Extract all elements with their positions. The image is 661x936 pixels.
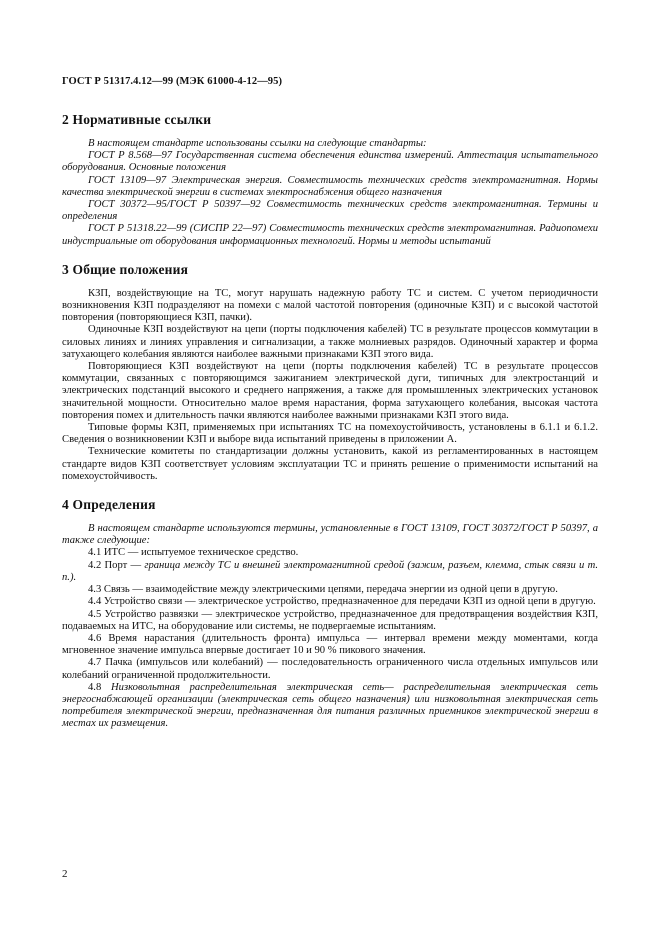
- paragraph: Типовые формы КЗП, применяемых при испытаниях ТС на помехоустойчивость, установлены в 6.1.1 и 6.1.2. Сведения о возникновении КЗП и выборе вида испытаний приведены в приложении А.: [62, 422, 598, 446]
- reference-item: ГОСТ Р 51318.22—99 (СИСПР 22—97) Совместимость технических средств электромагнитная. Радиопомехи индустриальные от оборудования информационных технологий. Нормы и методы испытаний: [62, 223, 598, 247]
- definition-number: 4.8: [88, 681, 112, 693]
- paragraph: КЗП, воздействующие на ТС, могут нарушать надежную работу ТС и систем. С учетом периодичности возникновения КЗП подразделяют на помехи с малой частотой повторения (одиночные КЗП) и с высокой частотой повторения (повторяющиеся КЗП, пачки).: [62, 287, 598, 324]
- definition-item: 4.6 Время нарастания (длительность фронта) импульса — интервал времени между моментами, когда мгновенное значение импульса впервые достигает 10 и 90 % пикового значения.: [62, 632, 598, 657]
- definition-item: 4.1 ИТС — испытуемое техническое средство.: [88, 547, 299, 559]
- references-intro: В настоящем стандарте использованы ссылки на следующие стандарты:: [88, 138, 427, 149]
- definition-text: граница между ТС и внешней электромагнитной средой (зажим, разъем, клемма, стык связи и т. п.).: [62, 559, 599, 583]
- section-definitions: [62, 497, 598, 730]
- paragraph: Повторяющиеся КЗП воздействуют на цепи (порты подключения кабелей) ТС в результате процессов коммутации, связанных с повторяющимся зажиганием электрической дуги, типичных для электростанций и электрических подстанций высокого и среднего напряжения, а также для промышленных электрических установок значительной мощности. Относительно малое время нарастания, форма затухающего колебания, высокая частота повторения помех и длительность пачки являются наиболее важными признаками КЗП этого вида.: [62, 361, 598, 421]
- section-normative-references: [62, 112, 598, 248]
- definition-item: [62, 682, 598, 731]
- definition-term: 4.2 Порт —: [88, 559, 145, 571]
- page-body: [62, 106, 598, 745]
- reference-item: ГОСТ 30372—95/ГОСТ Р 50397—92 Совместимость технических средств электромагнитная. Термины и определения: [62, 199, 598, 223]
- reference-item: ГОСТ 13109—97 Электрическая энергия. Совместимость технических средств электромагнитная. Нормы качества электрической энергии в системах электроснабжения общего назначения: [62, 174, 598, 198]
- definition-item: 4.3 Связь — взаимодействие между электрическими цепями, передача энергии из одной цепи в другую.: [88, 584, 558, 596]
- definition-text: Низковольтная распределительная электрическая сеть— распределительная электрическая сеть энергоснабжающей организации (электрическая сеть общего назначения) или низковольтная электрическая сеть потребителя электрической энергии, предназначенная для питания различных приемников электрической энергии в местах их размещения.: [62, 681, 598, 730]
- definition-item: 4.5 Устройство развязки — электрическое устройство, предназначенное для предотвращения воздействия КЗП, подаваемых на ИТС, на оборудование или системы, не подвергаемые испытаниям.: [62, 608, 598, 632]
- reference-item: ГОСТ Р 8.568—97 Государственная система обеспечения единства измерений. Аттестация испытательного оборудования. Основные положения: [62, 150, 598, 174]
- paragraph: Технические комитеты по стандартизации должны установить, какой из регламентированных в настоящем стандарте видов КЗП соответствует условиям эксплуатации ТС и принять решение о применимости испытаний на помехоустойчивость.: [62, 446, 598, 482]
- section-4-title: 4 Определения: [62, 497, 156, 513]
- section-general-provisions: [62, 262, 598, 483]
- running-header: ГОСТ Р 51317.4.12—99 (МЭК 61000-4-12—95): [62, 76, 283, 87]
- page-number: 2: [62, 868, 68, 880]
- section-3-title: 3 Общие положения: [62, 261, 189, 277]
- definition-item: 4.7 Пачка (импульсов или колебаний) — последовательность ограниченного числа отдельных импульсов или колебаний ограниченной продолжительности.: [62, 657, 598, 681]
- paragraph: Одиночные КЗП воздействуют на цепи (порты подключения кабелей) ТС в результате процессов коммутации в силовых линиях и линиях управления и сигнализации, а также молниевых разрядов. Одиночный характер и форма затухающего колебания являются наиболее важными признаками КЗП этого вида.: [62, 324, 598, 360]
- definition-item: 4.4 Устройство связи — электрическое устройство, предназначенное для передачи КЗП из одной цепи в другую.: [88, 596, 596, 608]
- section-2-title: 2 Нормативные ссылки: [62, 112, 212, 127]
- definitions-intro: В настоящем стандарте используются термины, установленные в ГОСТ 13109, ГОСТ 30372/ГОСТ Р 50397, а также следующие:: [62, 523, 598, 547]
- definition-item: [62, 560, 598, 584]
